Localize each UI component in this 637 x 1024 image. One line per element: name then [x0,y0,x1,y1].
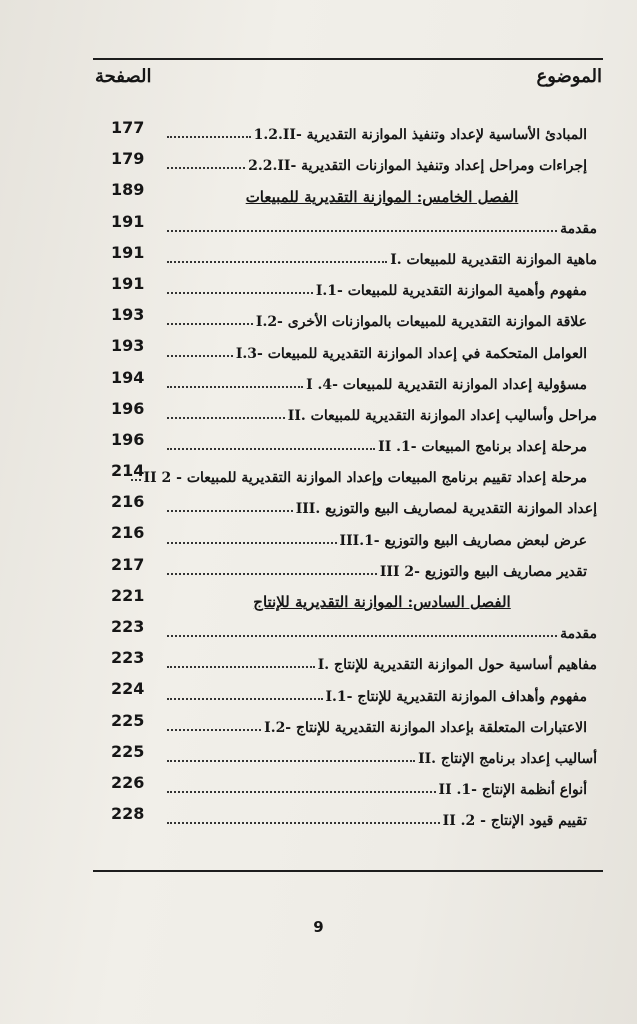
toc-entry-title: مقدمة [560,626,597,643]
toc-entry-page: 216 [111,523,145,543]
dot-leader [167,355,233,357]
toc-entry-title: II .1- أنواع أنظمة الإنتاج [438,782,587,799]
toc-entry-page: 179 [111,149,145,169]
table-of-contents [93,116,603,833]
dot-leader [167,323,253,325]
toc-entry [93,709,603,740]
toc-entry-page: 223 [111,617,145,636]
toc-entry-line [167,521,587,548]
dot-leader [167,448,375,450]
toc-entry-line [167,147,587,174]
dot-leader [167,167,245,169]
page-column-header: الصفحة [95,66,152,87]
toc-entry-title: III.1- عرض لبعض مصاريف البيع والتوزيع [339,532,587,549]
dot-leader [167,230,557,232]
toc-entry [93,615,603,646]
toc-entry-page: 216 [111,492,145,512]
toc-entry-title: I. مفاهيم أساسية حول الموازنة التقديرية للإنتاج [317,657,597,674]
dot-leader [167,729,261,731]
toc-entry-title: 1.2.II- المبادئ الأساسية لإعداد وتنفيذ الموازنة التقديرية [253,127,587,144]
toc-entry-page: 177 [111,118,145,137]
toc-entry-line [167,116,587,143]
dot-leader [167,698,323,700]
dot-leader [167,136,251,138]
toc-entry [93,334,603,365]
dot-leader [167,510,293,512]
toc-entry-title: III 2- تقدير مصاريف البيع والتوزيع [379,563,587,580]
toc-entry-title: II. مراحل وأساليب إعداد الموازنة التقديرية للمبيعات [287,407,597,424]
toc-entry-line [167,646,597,673]
toc-entry-line [167,397,597,424]
toc-entry-title: I.1- مفهوم وأهمية الموازنة التقديرية للمبيعات [315,283,587,300]
toc-entry [93,553,603,584]
toc-entry-line [167,802,587,829]
toc-entry-line [167,615,597,642]
toc-entry [93,459,603,490]
toc-entry [93,272,603,303]
toc-entry-page: 224 [111,679,145,699]
dot-leader [167,292,313,294]
dot-leader [167,635,557,637]
toc-entry-line [167,771,587,798]
toc-entry [93,116,603,147]
dot-leader [167,791,436,793]
toc-entry-title: II .2 - تقييم قيود الإنتاج [442,813,587,830]
toc-entry-title: III. إعداد الموازنة التقديرية لمصاريف البيع والتوزيع [295,501,597,518]
toc-entry-page: 193 [111,305,145,325]
toc-entry-line [167,334,587,361]
toc-chapter-heading [93,178,603,209]
toc-entry-title: II .1- مرحلة إعداد برنامج المبيعات [378,439,587,456]
toc-entry-line [143,459,587,487]
dot-leader [167,261,387,263]
toc-entry-line [167,677,587,704]
toc-entry [93,740,603,771]
toc-entry [93,210,603,241]
toc-entry-page: 193 [111,336,145,356]
toc-entry-title: I.1- مفهوم وأهداف الموازنة التقديرية للإنتاج [325,688,587,705]
toc-entry-page: 189 [111,180,145,200]
topic-column-header: الموضوع [536,66,602,87]
toc-entry-line [167,428,587,455]
dot-leader [167,386,303,388]
toc-entry-page: 223 [111,648,145,668]
toc-entry [93,241,603,272]
toc-entry-page: 191 [111,242,145,262]
toc-entry-line [167,178,597,205]
bottom-rule [93,870,603,872]
toc-entry-page: 196 [111,429,145,449]
dot-leader [167,542,337,544]
toc-entry [93,303,603,334]
toc-entry-title: II 2 - مرحلة إعداد تقييم برنامج المبيعات وإعداد الموازنة التقديرية للمبيعات [143,470,587,487]
toc-entry-page: 214 [111,461,145,481]
top-rule [93,58,603,60]
toc-entry-line [167,272,587,299]
toc-entry [93,490,603,521]
toc-entry-line [167,709,587,736]
toc-entry [93,771,603,802]
toc-entry-page: 194 [111,367,145,387]
toc-entry-title: 2.2.II- إجراءات ومراحل إعداد وتنفيذ الموازنات التقديرية [248,158,587,175]
toc-entry-line [167,366,587,393]
toc-entry-page: 228 [111,804,145,824]
dot-leader [167,822,440,824]
toc-entry-line [167,553,587,580]
toc-entry-page: 225 [111,710,145,730]
toc-entry-title: II. أساليب إعداد برنامج الإنتاج [418,750,597,767]
toc-entry [93,677,603,708]
toc-entry-page: 221 [111,585,145,605]
toc-entry-page: 217 [111,554,145,574]
toc-entry [93,646,603,677]
dot-leader [167,417,285,419]
toc-entry-line [167,303,587,330]
toc-entry-line [167,490,597,517]
toc-entry-title: I.2- الاعتبارات المتعلقة بإعداد الموازنة التقديرية للإنتاج [264,719,587,736]
toc-entry [93,428,603,459]
dot-leader [167,573,377,575]
toc-entry-title: I.2- علاقة الموازنة التقديرية للمبيعات بالموازنات الأخرى [255,314,587,331]
toc-entry [93,147,603,178]
dot-leader [167,666,315,668]
toc-entry-title: I.3- العوامل المتحكمة في إعداد الموازنة التقديرية للمبيعات [235,345,587,362]
page-number: 9 [313,918,324,936]
toc-entry-page: 225 [111,741,145,761]
toc-entry-title: الفصل السادس: الموازنة التقديرية للإنتاج [253,593,511,611]
toc-entry-title: الفصل الخامس: الموازنة التقديرية للمبيعات [245,187,519,206]
toc-entry-page: 196 [111,398,145,418]
toc-entry-title: I. ماهية الموازنة التقديرية للمبيعات [390,251,597,268]
toc-entry [93,521,603,552]
toc-entry-line [167,210,597,237]
toc-entry-page: 226 [111,772,145,792]
toc-entry-page: 191 [111,273,145,293]
toc-entry-line [167,241,597,268]
toc-entry-page: 191 [111,211,145,231]
dot-leader [167,760,415,762]
toc-entry-title: مقدمة [560,220,597,237]
toc-entry [93,802,603,833]
toc-entry-title: I .4- مسؤولية إعداد الموازنة التقديرية للمبيعات [306,376,587,393]
toc-entry-line [167,584,597,611]
toc-entry [93,366,603,397]
toc-entry [93,397,603,428]
toc-entry-line [167,740,597,767]
toc-chapter-heading [93,584,603,615]
